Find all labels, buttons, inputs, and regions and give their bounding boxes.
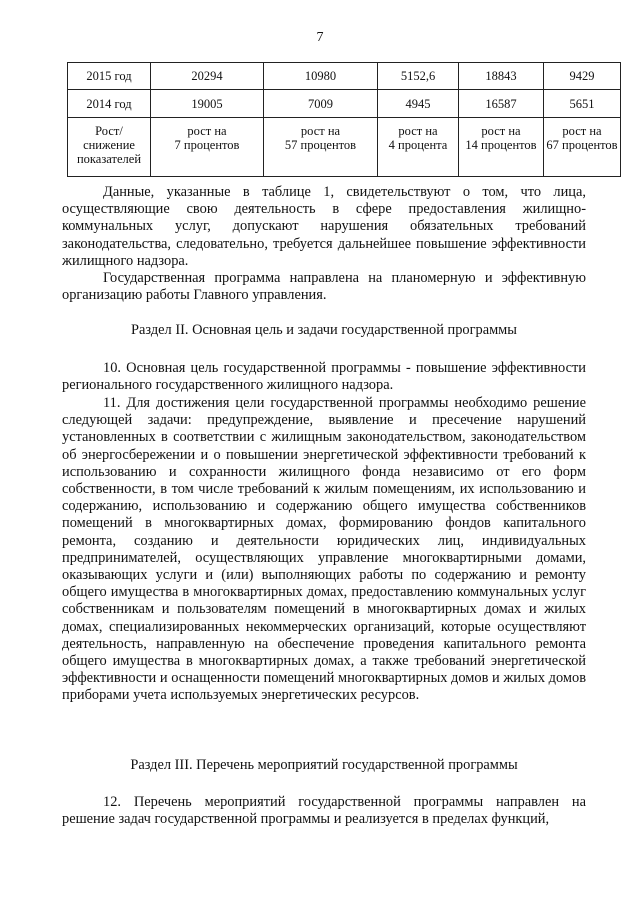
table-cell: 9429: [544, 63, 621, 90]
paragraph-11: 11. Для достижения цели государственной программы необходимо решение следующей задачи: предупреждение, выявление и пресечение нарушений установленных в соответствии с жилищным законодательством, законодательством об энергосбережении и о повышении энергетической эффективности требований к использованию и сохранности жилищного фонда независимо от его форм собственности, в том числе требований к жилым помещениям, их использованию и содержанию, использованию и содержанию общего имущества собственников помещений в многоквартирных домах, формированию фондов капитального ремонта, созданию и деятельности юридических лиц, индивидуальных предпринимателей, осуществляющих управление многоквартирными домами, оказывающих услуги и (или) выполняющих работы по содержанию и ремонту общего имущества в многоквартирных домах, предоставлению коммунальных услуг собственникам и пользователям помещений в многоквартирных домах и жилых домах, специализированных некоммерческих организаций, которые осуществляют деятельность, направленную на обеспечение проведения капитального ремонта общего имущества в многоквартирных домах, а также требований энергетической эффективности и оснащенности помещений многоквартирных домов и жилых домов приборами учета используемых энергетических ресурсов.: [62, 395, 586, 704]
table-cell: Рост/ снижение показателей: [68, 118, 151, 177]
section-heading-3: Раздел III. Перечень мероприятий государственной программы: [130, 757, 518, 773]
paragraph-12: 12. Перечень мероприятий государственной программы направлен на решение задач государственной программы и реализуется в пределах функций,: [62, 794, 586, 828]
table-cell: рост на 14 процентов: [459, 118, 544, 177]
paragraph-program-purpose: Государственная программа направлена на планомерную и эффективную организацию работы Главного управления.: [62, 270, 586, 304]
table-cell: рост на 4 процента: [378, 118, 459, 177]
table-cell: рост на 57 процентов: [264, 118, 378, 177]
statistics-table: [67, 62, 621, 177]
table-row: [68, 118, 621, 177]
table-cell: 19005: [151, 90, 264, 118]
table-cell: 2015 год: [68, 63, 151, 90]
section-heading-2: Раздел II. Основная цель и задачи государственной программы: [131, 322, 517, 338]
page-number: 7: [316, 30, 324, 45]
table-cell: 18843: [459, 63, 544, 90]
paragraph-table-conclusion: Данные, указанные в таблице 1, свидетельствуют о том, что лица, осуществляющие свою деятельность в сфере предоставления жилищно-коммунальных услуг, допускают нарушения обязательных требований законодательства, следовательно, требуется дальнейшее повышение эффективности жилищного надзора.: [62, 184, 586, 269]
table-row: [68, 90, 621, 118]
table-cell: 10980: [264, 63, 378, 90]
table-cell: 4945: [378, 90, 459, 118]
table-cell: 7009: [264, 90, 378, 118]
table-cell: 2014 год: [68, 90, 151, 118]
table-cell: 5152,6: [378, 63, 459, 90]
table-cell: рост на 67 процентов: [544, 118, 621, 177]
paragraph-10: 10. Основная цель государственной программы - повышение эффективности регионального государственного жилищного надзора.: [62, 360, 586, 394]
table-cell: 20294: [151, 63, 264, 90]
table-cell: 5651: [544, 90, 621, 118]
table-cell: 16587: [459, 90, 544, 118]
table-cell: рост на 7 процентов: [151, 118, 264, 177]
table-row: [68, 63, 621, 90]
